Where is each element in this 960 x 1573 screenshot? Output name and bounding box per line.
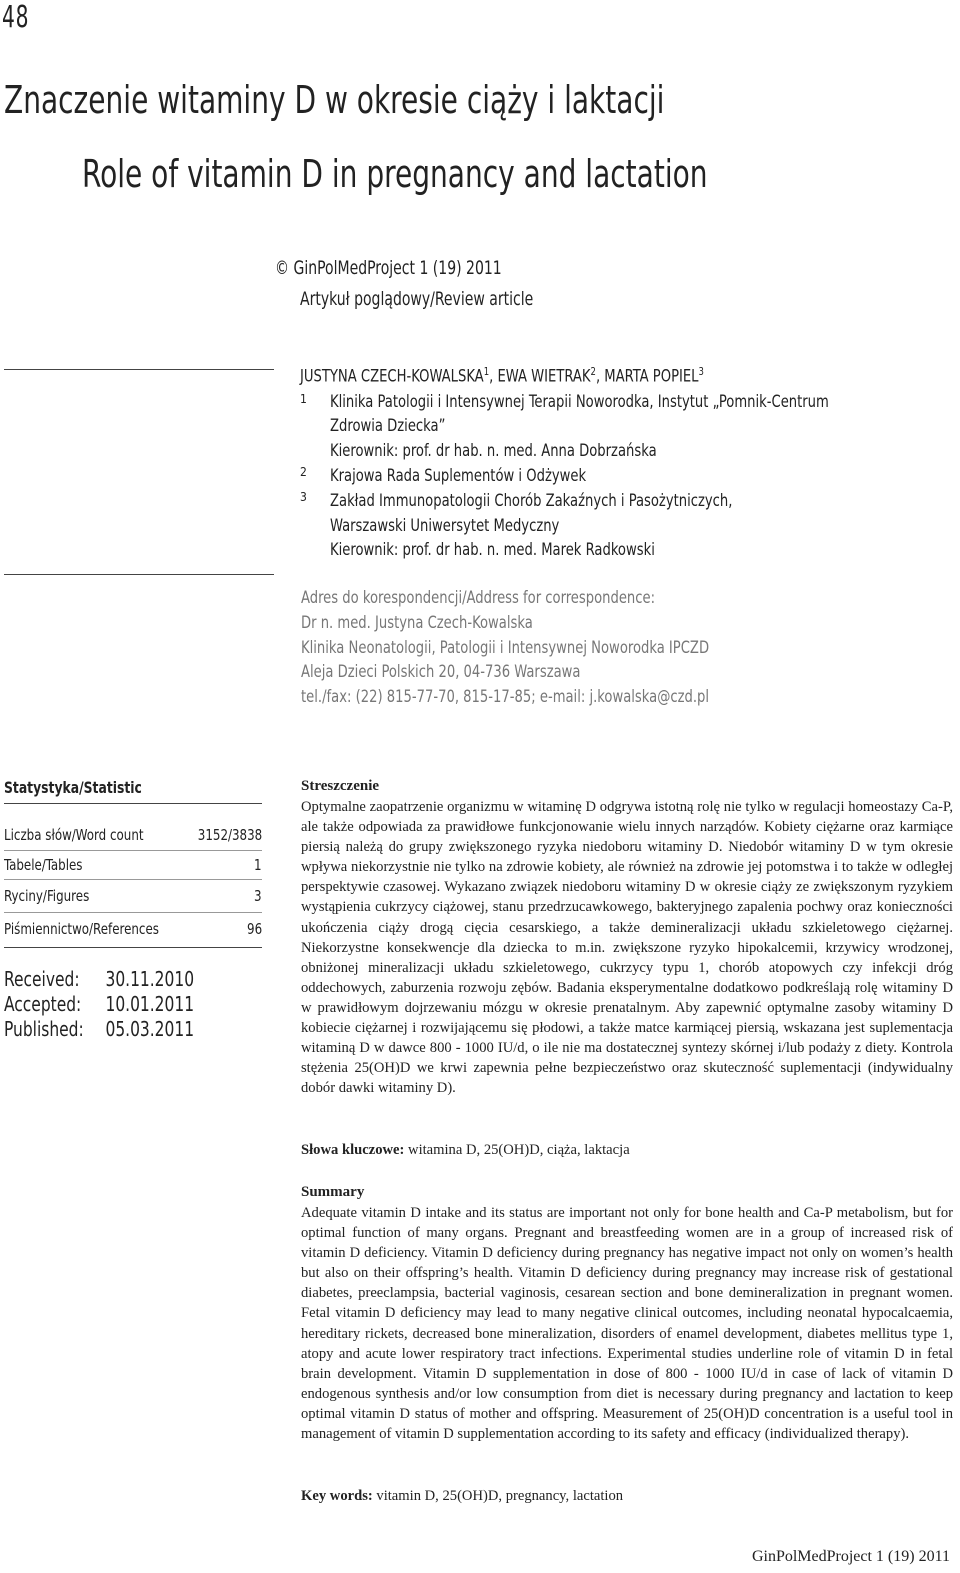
date-published bbox=[4, 1017, 195, 1041]
affiliation-line: Warszawski Uniwersytet Medyczny bbox=[330, 516, 560, 536]
abstract-pl-text: Optymalne zaopatrzenie organizmu w witaminę D odgrywa istotną rolę nie tylko w regulacji homeostazy Ca-P, ale także odpowiada za prawidłowe funkcjonowanie wielu innych narządów. Kobiety ciężarne oraz karmiące piersią należą do grupy zwiększonego ryzyka niedoboru witaminy D. Niedobór witaminy D w tym okresie wpływa niekorzystnie nie tylko na zdrowie kobiety, ale również na zdrowie jej potomstwa i to także w odległej perspektywie czasowej. Wykazano związek niedoboru witaminy D w okresie ciąży ze zwiększonym ryzykiem wystąpienia cukrzycy ciążowej, stanu przedrzucawkowego, bakteryjnego zapalenia pochwy oraz konieczności ukończenia ciąży drogą cięcia cesarskiego, a także demineralizacji układu szkieletowego ciężarnej. Niekorzystne konsekwencje dla dziecka to m.in. zwiększone ryzyko hipokalcemii, krzywicy wrodzonej, obniżonej mineralizacji układu szkieletowego, cukrzycy typu 1, chorób atopowych czy infekcji dróg oddechowych, zaburzenia rozwoju zębów. Badania eksperymentalne dodatkowo podkreślają rolę witaminy D w prawidłowym dojrzewaniu mózgu w okresie prenatalnym. Aby zapewnić optymalne zasoby witaminy D kobiecie ciężarnej i rozwijającemu się płodowi, a także matce karmiącej piersią, wskazana jest suplementacja witaminą D w dawce 800 - 1000 IU/d, o ile nie ma dostatecznej syntezy skórnej i/lub podaży z diety. Kontrola stężenia 25(OH)D we krwi zapewnia pełne bezpieczeństwo oraz skuteczność suplementacji (indywidualny dobór dawki witaminy D). bbox=[301, 799, 953, 1097]
author-name: JUSTYNA CZECH-KOWALSKA bbox=[300, 366, 484, 387]
stats-divider bbox=[4, 850, 262, 851]
article-type: Artykuł poglądowy/Review article bbox=[300, 288, 534, 310]
affiliation-head: Kierownik: prof. dr hab. n. med. Marek Radkowski bbox=[330, 540, 655, 560]
keywords-text: witamina D, 25(OH)D, ciąża, laktacja bbox=[404, 1142, 630, 1158]
date-value: 30.11.2010 bbox=[105, 967, 195, 991]
date-accepted bbox=[4, 992, 195, 1016]
date-label: Published: bbox=[4, 1017, 84, 1041]
keywords-label: Key words: bbox=[301, 1488, 373, 1504]
stat-label: Ryciny/Figures bbox=[4, 887, 90, 905]
author-superscript: 3 bbox=[698, 365, 704, 378]
article-title-polish: Znaczenie witaminy D w okresie ciąży i laktacji bbox=[4, 78, 665, 122]
affiliation-head: Kierownik: prof. dr hab. n. med. Anna Dobrzańska bbox=[330, 441, 657, 461]
correspondence-line: Dr n. med. Justyna Czech-Kowalska bbox=[301, 613, 533, 633]
keywords-pl bbox=[301, 1142, 630, 1159]
correspondence-email-line: tel./fax: (22) 815-77-70, 815-17-85; e-mail: j.kowalska@czd.pl bbox=[301, 687, 710, 707]
stats-divider bbox=[4, 947, 262, 948]
stat-value: 3152/3838 bbox=[197, 826, 262, 844]
affiliation-line: Krajowa Rada Suplementów i Odżywek bbox=[330, 466, 587, 486]
affiliation-number: 2 bbox=[300, 465, 307, 479]
affiliation-number: 3 bbox=[300, 490, 307, 504]
affiliation-line: Klinika Patologii i Intensywnej Terapii Noworodka, Instytut „Pomnik-Centrum bbox=[330, 392, 829, 412]
stat-value: 1 bbox=[254, 856, 262, 874]
stat-label: Liczba słów/Word count bbox=[4, 826, 144, 844]
abstract-en-text: Adequate vitamin D intake and its status are important not only for bone health and Ca-P metabolism, but for optimal function of many organs. Pregnant and breastfeeding women are in a group of increased risk of vitamin D deficiency. Vitamin D deficiency during pregnancy has negative impact not only on women’s health but also on their offspring’s health. Vitamin D deficiency during pregnancy may increase risk of gestational diabetes, preeclampsia, bacterial vaginosis, cesarean section and bone demineralization in pregnant women. Fetal vitamin D deficiency may lead to many negative clinical outcomes, including neonatal hypocalcaemia, hereditary rickets, decreased bone mineralization, disorders of enamel development, diabetes mellitus type 1, atopy and acute lower respiratory tract infections. Experimental studies underline role of vitamin D in fetal brain development. Vitamin D supplementation in dose of 800 - 1000 IU/d in case of lack of vitamin D endogenous synthesis and/or low consumption from diet is necessary during pregnancy and lactation to keep optimal vitamin D status of mother and offspring. Measurement of 25(OH)D concentration is a useful tool in management of vitamin D supplementation according to its safety and efficacy (individualized therapy). bbox=[301, 1205, 953, 1443]
correspondence-divider-left bbox=[4, 574, 274, 575]
keywords-en bbox=[301, 1488, 623, 1505]
date-label: Accepted: bbox=[4, 992, 82, 1016]
authors-line bbox=[300, 365, 704, 387]
stats-divider bbox=[4, 912, 262, 913]
statistics-heading: Statystyka/Statistic bbox=[4, 778, 142, 797]
author-name: , EWA WIETRAK bbox=[489, 366, 591, 387]
affiliation-line: Zakład Immunopatologii Chorób Zakaźnych i Pasożytniczych, bbox=[330, 491, 733, 511]
keywords-text: vitamin D, 25(OH)D, pregnancy, lactation bbox=[372, 1488, 624, 1504]
date-value: 05.03.2011 bbox=[105, 1017, 195, 1041]
affiliation-line: Zdrowia Dziecka” bbox=[330, 416, 446, 436]
journal-footer: GinPolMedProject 1 (19) 2011 bbox=[751, 1548, 950, 1565]
author-name: , MARTA POPIEL bbox=[595, 366, 699, 387]
copyright-line: © GinPolMedProject 1 (19) 2011 bbox=[275, 257, 502, 279]
affiliation-number: 1 bbox=[300, 392, 307, 406]
stats-divider bbox=[4, 879, 262, 880]
abstract-pl-heading: Streszczenie bbox=[301, 778, 380, 794]
article-title-english: Role of vitamin D in pregnancy and lactation bbox=[82, 152, 708, 196]
page-number: 48 bbox=[2, 0, 30, 35]
abstract-en-heading: Summary bbox=[301, 1184, 365, 1200]
stat-value: 3 bbox=[254, 887, 262, 905]
author-superscript: 1 bbox=[483, 365, 490, 378]
date-value: 10.01.2011 bbox=[105, 992, 195, 1016]
stat-label: Piśmiennictwo/References bbox=[4, 920, 159, 938]
stat-label: Tabele/Tables bbox=[4, 856, 83, 874]
correspondence-line: Aleja Dzieci Polskich 20, 04-736 Warszawa bbox=[301, 662, 581, 682]
stat-value: 96 bbox=[246, 920, 262, 938]
keywords-label: Słowa kluczowe: bbox=[301, 1142, 405, 1158]
author-superscript: 2 bbox=[590, 365, 596, 378]
date-received bbox=[4, 967, 195, 991]
correspondence-line: Klinika Neonatologii, Patologii i Intensywnej Noworodka IPCZD bbox=[301, 638, 710, 658]
date-label: Received: bbox=[4, 967, 80, 991]
header-divider-left bbox=[4, 369, 274, 370]
stats-divider bbox=[4, 803, 262, 804]
correspondence-heading: Adres do korespondencji/Address for correspondence: bbox=[301, 588, 656, 608]
